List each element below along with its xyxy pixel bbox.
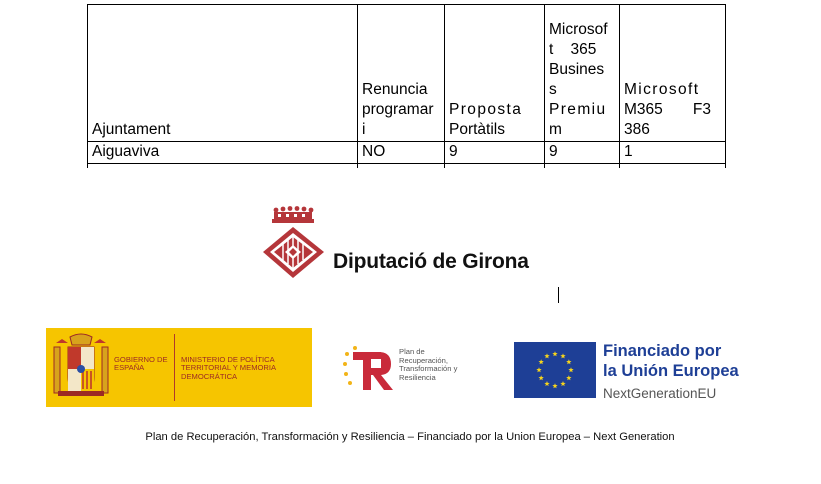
cell-business-premium: 9 — [545, 142, 620, 164]
cell-renuncia: NO — [358, 142, 445, 164]
prtr-mark-icon — [341, 342, 397, 394]
eu-financed-line1: Financiado por — [603, 342, 722, 360]
header-proposta-portatils: Proposta Portàtils — [445, 5, 545, 142]
table-row-cut — [88, 164, 726, 169]
diputacio-girona-name: Diputació de Girona — [333, 250, 529, 273]
header-ajuntament: Ajuntament — [88, 5, 358, 142]
table-header-row — [88, 5, 726, 142]
gobierno-text: GOBIERNO DE ESPAÑA — [114, 355, 168, 373]
municipality-table — [87, 4, 726, 168]
next-generation-eu-text: NextGenerationEU — [603, 386, 717, 401]
ministerio-text: MINISTERIO DE POLÍTICA TERRITORIAL Y MEMORIA DEMOCRÁTICA — [181, 355, 276, 381]
prtr-text: Plan de Recuperación, Transformación y Resiliencia — [399, 347, 458, 382]
cell-m365-f3: 1 — [620, 142, 726, 164]
header-microsoft-m365-f3: Microsoft M365 F3 386 — [620, 5, 726, 142]
cell-ajuntament: Aiguaviva — [88, 142, 358, 164]
table-row — [88, 142, 726, 164]
gobierno-espana-banner — [46, 328, 312, 407]
header-renuncia-programari: Renuncia programar i — [358, 5, 445, 142]
spain-coat-of-arms-icon — [50, 333, 112, 403]
header-microsoft-365-business-premium: Microsof t 365 Busines s Premiu m — [545, 5, 620, 142]
funding-caption: Plan de Recuperación, Transformación y Resiliencia – Financiado por la Union Europea – Next Generation — [145, 431, 675, 443]
gobierno-divider — [174, 334, 175, 401]
text-cursor — [558, 287, 559, 303]
prtr-logo — [341, 342, 481, 396]
cell-proposta: 9 — [445, 142, 545, 164]
eu-financed-line2: la Unión Europea — [603, 362, 739, 380]
eu-flag-icon — [514, 342, 596, 398]
